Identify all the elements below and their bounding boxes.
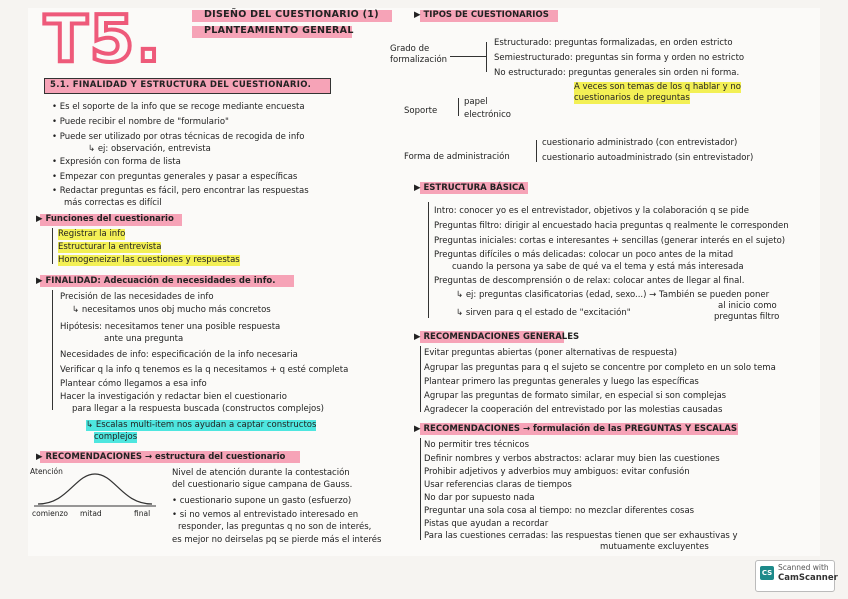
rec-gen-2: Agrupar las preguntas para q el sujeto se concentre por completo en un solo tema [424, 363, 776, 373]
header-line-1: DISEÑO DEL CUESTIONARIO (1) [204, 9, 379, 20]
finalidad-6-cont: para llegar a la respuesta buscada (constructos complejos) [72, 404, 324, 414]
forma-1: cuestionario administrado (con entrevistador) [542, 138, 738, 148]
estructura-5: Preguntas de descomprensión o de relax: colocar antes de llegar al final. [434, 276, 745, 286]
finalidad-7-cont: complejos [94, 432, 138, 442]
estructura-4-cont: cuando la persona ya sabe de qué va el tema y está más interesada [452, 262, 744, 272]
rec-gen-5: Agradecer la cooperación del entrevistado por las molestias causadas [424, 405, 723, 415]
rec-gen-4: Agrupar las preguntas de formato similar, en especial si son complejas [424, 391, 727, 401]
rec-form-8: Para las cuestiones cerradas: las respuestas tienen que ser exhaustivas y [424, 531, 738, 541]
header-line-2: PLANTEAMIENTO GENERAL [204, 25, 354, 36]
bullet-5: • Empezar con preguntas generales y pasar a específicas [52, 172, 298, 182]
rec-generales-bracket [420, 346, 421, 412]
estructura-5-sub2: ↳ sirven para q el estado de "excitación" [456, 308, 631, 318]
rec-form-6: Preguntar una sola cosa al tiempo: no mezclar diferentes cosas [424, 506, 695, 516]
finalidad-4: Verificar q la info q tenemos es la q necesitamos + q esté completa [60, 365, 349, 375]
grado-connector [450, 56, 486, 57]
grado-3: No estructurado: preguntas generales sin orden ni forma. [494, 68, 740, 78]
funcion-1: Registrar la info [58, 229, 126, 239]
graph-x2: mitad [80, 509, 102, 518]
finalidad-2-cont: ante una pregunta [104, 334, 184, 344]
estructura-bracket [428, 202, 429, 318]
tipos-header: ▶ TIPOS DE CUESTIONARIOS [414, 10, 549, 20]
rec-form-1: No permitir tres técnicos [424, 440, 530, 450]
rec-est-3: • cuestionario supone un gasto (esfuerzo) [172, 496, 352, 506]
rec-est-1: Nivel de atención durante la contestación [172, 468, 350, 478]
rec-generales-header: ▶ RECOMENDACIONES GENERALES [414, 332, 580, 342]
rec-form-3: Prohibir adjetivos y adverbios muy ambiguos: evitar confusión [424, 467, 690, 477]
finalidad-3: Necesidades de info: especificación de la info necesaria [60, 350, 298, 360]
graph-y-label: Atención [30, 467, 63, 476]
grado-label: Grado de formalización [390, 44, 448, 65]
estructura-1: Intro: conocer yo es el entrevistador, objetivos y la colaboración q se pide [434, 206, 749, 216]
estructura-5-sub: ↳ ej: preguntas clasificatorias (edad, sexo...) → También se pueden poner [456, 290, 770, 300]
grado-1: Estructurado: preguntas formalizadas, en orden estricto [494, 38, 733, 48]
forma-bracket [536, 140, 537, 162]
bullet-3-sub: ↳ ej: observación, entrevista [88, 144, 211, 154]
rec-form-2: Definir nombres y verbos abstractos: aclarar muy bien las cuestiones [424, 454, 720, 464]
bullet-6-cont: más correctas es difícil [64, 198, 162, 208]
rec-est-6: es mejor no deirselas pq se pierde más el interés [172, 535, 382, 545]
rec-form-7: Pistas que ayudan a recordar [424, 519, 549, 529]
rec-formulacion-bracket [420, 438, 421, 540]
finalidad-7: ↳ Escalas multi-item nos ayudan a captar constructos [86, 420, 317, 430]
section-51-header: 5.1. FINALIDAD Y ESTRUCTURA DEL CUESTIONARIO. [50, 80, 312, 90]
funciones-bracket [52, 228, 53, 264]
finalidad-bracket [52, 290, 53, 410]
rec-gen-1: Evitar preguntas abiertas (poner alternativas de respuesta) [424, 348, 678, 358]
soporte-bracket [458, 98, 459, 116]
finalidad-1: Precisión de las necesidades de info [60, 292, 214, 302]
graph-x1: comienzo [32, 509, 68, 518]
estructura-5-note-b: preguntas filtro [714, 312, 780, 322]
finalidad-header: ▶ FINALIDAD: Adecuación de necesidades de info. [36, 276, 276, 286]
grado-2: Semiestructurado: preguntas sin forma y orden no estricto [494, 53, 745, 63]
funciones-header: ▶ Funciones del cuestionario [36, 214, 174, 224]
rec-form-5: No dar por supuesto nada [424, 493, 535, 503]
forma-label: Forma de administración [404, 152, 510, 162]
estructura-3: Preguntas iniciales: cortas e interesantes + sencillas (generar interés en el sujeto) [434, 236, 786, 246]
finalidad-5: Plantear cómo llegamos a esa info [60, 379, 207, 389]
grado-bracket [486, 42, 487, 72]
rec-form-4: Usar referencias claras de tiempos [424, 480, 572, 490]
rec-est-5: responder, las preguntas q no son de interés, [178, 522, 372, 532]
grado-note-1: A veces son temas de los q hablar y no [574, 82, 741, 92]
soporte-2: electrónico [464, 110, 511, 120]
soporte-label: Soporte [404, 106, 438, 116]
rec-form-8-cont: mutuamente excluyentes [600, 542, 709, 552]
scanner-line-2: CamScanner [778, 573, 838, 583]
funcion-2: Estructurar la entrevista [58, 242, 162, 252]
bullet-2: • Puede recibir el nombre de "formulario" [52, 117, 229, 127]
bullet-6: • Redactar preguntas es fácil, pero encontrar las respuestas [52, 186, 309, 196]
estructura-4: Preguntas difíciles o más delicadas: colocar un poco antes de la mitad [434, 250, 734, 260]
finalidad-1-sub: ↳ necesitamos unos obj mucho más concretos [72, 305, 271, 315]
graph-x3: final [134, 509, 151, 518]
bullet-1: • Es el soporte de la info que se recoge mediante encuesta [52, 102, 305, 112]
forma-2: cuestionario autoadministrado (sin entrevistador) [542, 153, 754, 163]
rec-formulacion-header: ▶ RECOMENDACIONES → formulación de las PREGUNTAS Y ESCALAS [414, 424, 737, 434]
camscanner-logo-icon: CS [760, 566, 774, 580]
scanner-line-1: Scanned with [778, 563, 829, 572]
bullet-3: • Puede ser utilizado por otras técnicas de recogida de info [52, 132, 305, 142]
grado-note-2: cuestionarios de preguntas [574, 93, 690, 103]
estructura-header: ▶ ESTRUCTURA BÁSICA [414, 183, 525, 193]
bullet-4: • Expresión con forma de lista [52, 157, 181, 167]
finalidad-2: Hipótesis: necesitamos tener una posible respuesta [60, 322, 281, 332]
rec-est-2: del cuestionario sigue campana de Gauss. [172, 480, 353, 490]
soporte-1: papel [464, 97, 488, 107]
finalidad-6: Hacer la investigación y redactar bien el cuestionario [60, 392, 287, 402]
estructura-5-note-a: al inicio como [718, 301, 777, 311]
estructura-2: Preguntas filtro: dirigir al encuestado hacia preguntas q realmente le corresponden [434, 221, 789, 231]
rec-gen-3: Plantear primero las preguntas generales y luego las específicas [424, 377, 699, 387]
funcion-3: Homogeneizar las cuestiones y respuestas [58, 255, 240, 265]
rec-estructura-header: ▶ RECOMENDACIONES → estructura del cuestionario [36, 452, 286, 462]
rec-est-4: • si no vemos al entrevistado interesado en [172, 510, 359, 520]
big-title: T5. [44, 3, 163, 77]
